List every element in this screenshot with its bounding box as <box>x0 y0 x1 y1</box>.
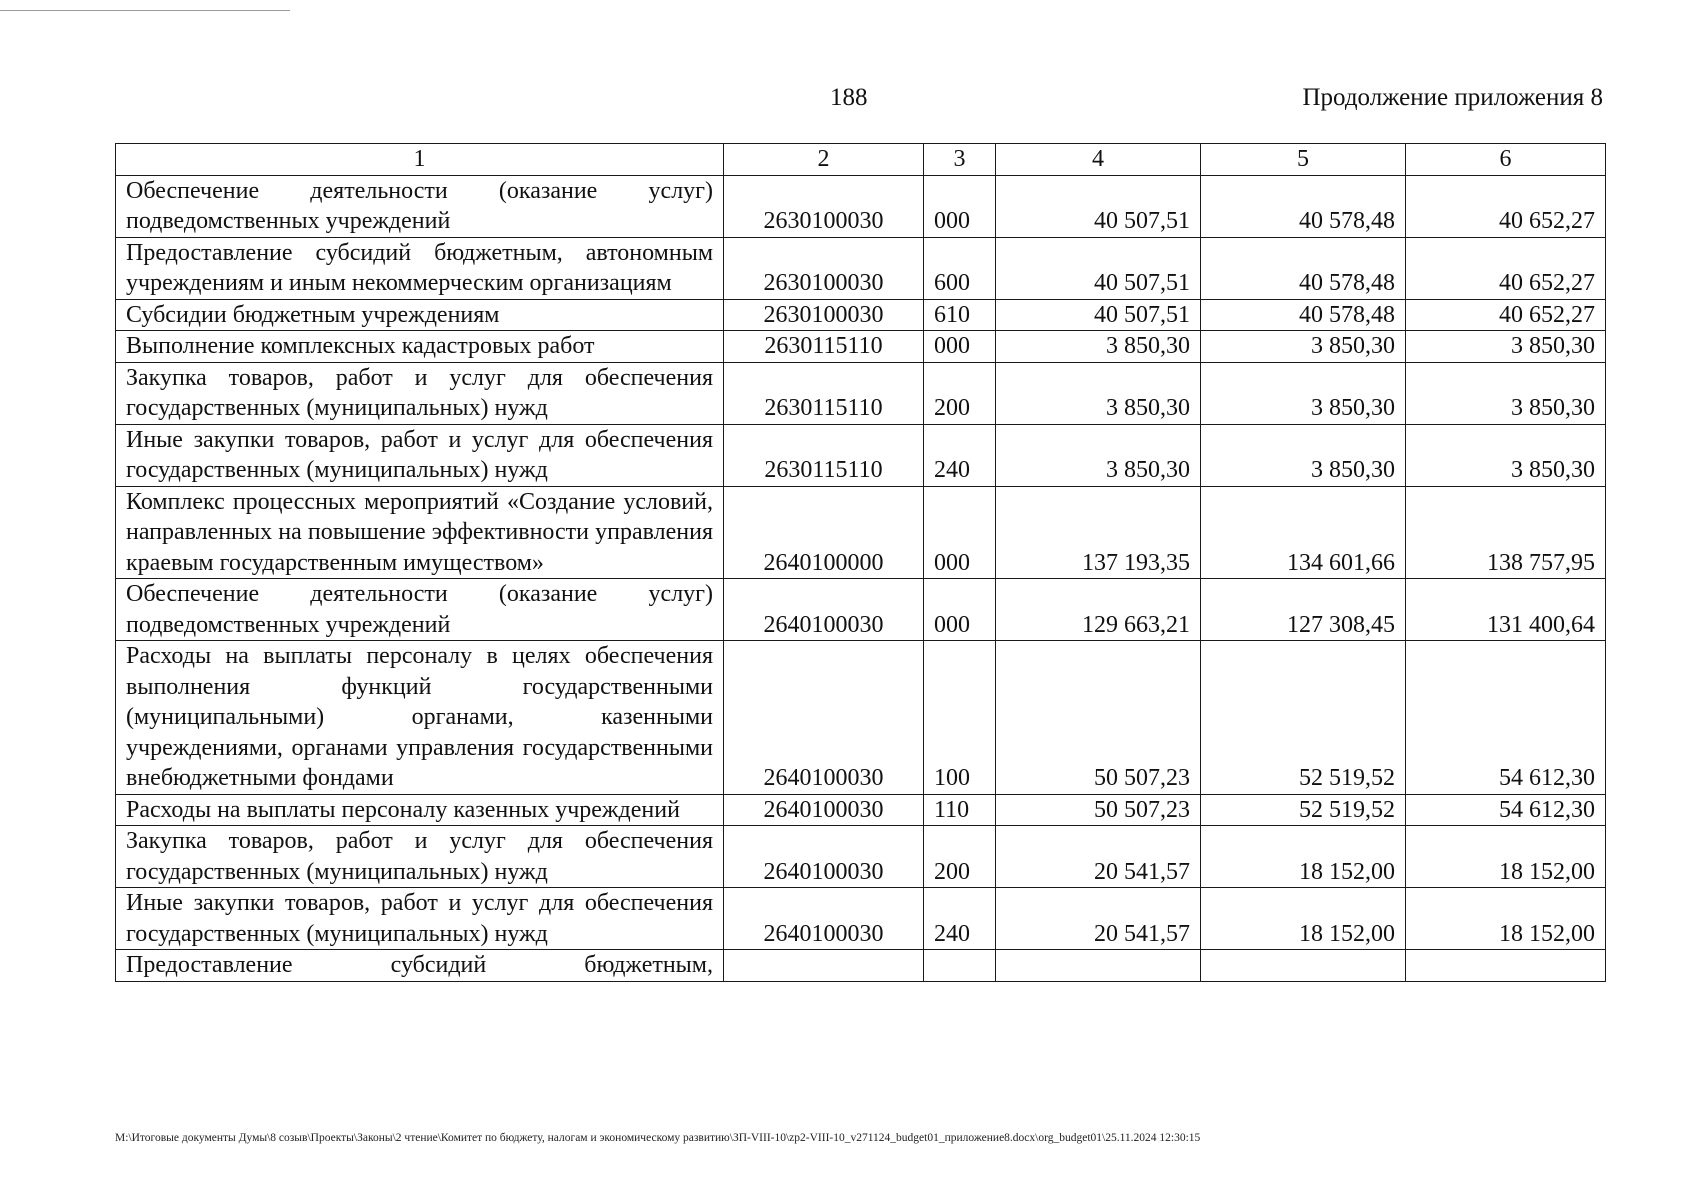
target-code-cell: 2640100030 <box>724 579 924 641</box>
amount-cell: 3 850,30 <box>1406 331 1606 363</box>
target-code-cell: 2630115110 <box>724 331 924 363</box>
item-name-cell: Закупка товаров, работ и услуг для обеспечения государственных (муниципальных) нужд <box>116 826 724 888</box>
item-name-cell: Закупка товаров, работ и услуг для обеспечения государственных (муниципальных) нужд <box>116 362 724 424</box>
expense-type-cell: 600 <box>924 237 996 299</box>
amount-cell: 52 519,52 <box>1201 794 1406 826</box>
expense-type-cell: 200 <box>924 826 996 888</box>
amount-cell: 40 578,48 <box>1201 175 1406 237</box>
table-row <box>116 950 1606 982</box>
expense-type-cell: 000 <box>924 175 996 237</box>
amount-cell: 40 507,51 <box>996 237 1201 299</box>
budget-table <box>115 143 1606 982</box>
target-code-cell: 2630100030 <box>724 299 924 331</box>
column-header: 5 <box>1201 144 1406 176</box>
item-name-cell: Иные закупки товаров, работ и услуг для обеспечения государственных (муниципальных) нужд <box>116 888 724 950</box>
amount-cell: 137 193,35 <box>996 486 1201 579</box>
item-name-cell: Расходы на выплаты персоналу казенных учреждений <box>116 794 724 826</box>
column-header: 4 <box>996 144 1201 176</box>
expense-type-cell: 000 <box>924 579 996 641</box>
amount-cell: 40 507,51 <box>996 299 1201 331</box>
amount-cell: 134 601,66 <box>1201 486 1406 579</box>
amount-cell <box>1201 950 1406 982</box>
column-header: 6 <box>1406 144 1606 176</box>
amount-cell: 54 612,30 <box>1406 641 1606 795</box>
item-name-cell: Предоставление субсидий бюджетным, автономным учреждениям и иным некоммерческим организациям <box>116 237 724 299</box>
table-row <box>116 331 1606 363</box>
amount-cell: 3 850,30 <box>996 331 1201 363</box>
amount-cell: 40 578,48 <box>1201 299 1406 331</box>
column-header: 3 <box>924 144 996 176</box>
table-row <box>116 826 1606 888</box>
amount-cell: 50 507,23 <box>996 794 1201 826</box>
item-name-cell: Обеспечение деятельности (оказание услуг) подведомственных учреждений <box>116 175 724 237</box>
expense-type-cell <box>924 950 996 982</box>
table-row <box>116 175 1606 237</box>
item-name-cell: Субсидии бюджетным учреждениям <box>116 299 724 331</box>
expense-type-cell: 240 <box>924 424 996 486</box>
table-row <box>116 299 1606 331</box>
amount-cell: 131 400,64 <box>1406 579 1606 641</box>
footer-file-path: M:\Итоговые документы Думы\8 созыв\Проекты\Законы\2 чтение\Комитет по бюджету, налогам и экономическому развитию\ЗП-VIII-10\zp2-VIII-10_v271124_budget01_приложение8.docx\org_budget01\25.11.2024 12:30:15 <box>115 1132 1201 1144</box>
amount-cell: 20 541,57 <box>996 888 1201 950</box>
amount-cell: 3 850,30 <box>1201 424 1406 486</box>
amount-cell <box>996 950 1201 982</box>
expense-type-cell: 110 <box>924 794 996 826</box>
table-row <box>116 362 1606 424</box>
table-row <box>116 424 1606 486</box>
amount-cell: 40 578,48 <box>1201 237 1406 299</box>
amount-cell: 3 850,30 <box>996 424 1201 486</box>
target-code-cell: 2640100000 <box>724 486 924 579</box>
table-row <box>116 888 1606 950</box>
expense-type-cell: 610 <box>924 299 996 331</box>
target-code-cell: 2630115110 <box>724 424 924 486</box>
amount-cell: 40 652,27 <box>1406 299 1606 331</box>
table-row <box>116 641 1606 795</box>
item-name-cell: Расходы на выплаты персоналу в целях обеспечения выполнения функций государственными (муниципальными) органами, казенными учреждениями, органами управления государственными внебюджетными фондами <box>116 641 724 795</box>
amount-cell: 138 757,95 <box>1406 486 1606 579</box>
table-row <box>116 794 1606 826</box>
amount-cell: 40 652,27 <box>1406 237 1606 299</box>
continuation-caption: Продолжение приложения 8 <box>1302 84 1603 111</box>
amount-cell: 127 308,45 <box>1201 579 1406 641</box>
amount-cell: 18 152,00 <box>1201 826 1406 888</box>
item-name-cell: Предоставление субсидий бюджетным, <box>116 950 724 982</box>
amount-cell: 20 541,57 <box>996 826 1201 888</box>
amount-cell: 3 850,30 <box>1406 362 1606 424</box>
target-code-cell: 2640100030 <box>724 794 924 826</box>
amount-cell: 40 507,51 <box>996 175 1201 237</box>
target-code-cell <box>724 950 924 982</box>
item-name-cell: Обеспечение деятельности (оказание услуг) подведомственных учреждений <box>116 579 724 641</box>
amount-cell: 129 663,21 <box>996 579 1201 641</box>
amount-cell: 18 152,00 <box>1201 888 1406 950</box>
target-code-cell: 2640100030 <box>724 826 924 888</box>
table-header-row <box>116 144 1606 176</box>
amount-cell: 52 519,52 <box>1201 641 1406 795</box>
scan-artifact-line <box>0 10 290 11</box>
amount-cell <box>1406 950 1606 982</box>
item-name-cell: Выполнение комплексных кадастровых работ <box>116 331 724 363</box>
amount-cell: 50 507,23 <box>996 641 1201 795</box>
amount-cell: 3 850,30 <box>996 362 1201 424</box>
table-row <box>116 486 1606 579</box>
expense-type-cell: 240 <box>924 888 996 950</box>
amount-cell: 3 850,30 <box>1406 424 1606 486</box>
amount-cell: 18 152,00 <box>1406 888 1606 950</box>
target-code-cell: 2640100030 <box>724 641 924 795</box>
amount-cell: 54 612,30 <box>1406 794 1606 826</box>
target-code-cell: 2630100030 <box>724 237 924 299</box>
table-row <box>116 237 1606 299</box>
item-name-cell: Иные закупки товаров, работ и услуг для обеспечения государственных (муниципальных) нужд <box>116 424 724 486</box>
expense-type-cell: 200 <box>924 362 996 424</box>
expense-type-cell: 000 <box>924 331 996 363</box>
target-code-cell: 2640100030 <box>724 888 924 950</box>
table-row <box>116 579 1606 641</box>
amount-cell: 3 850,30 <box>1201 362 1406 424</box>
page-number: 188 <box>830 84 868 111</box>
amount-cell: 3 850,30 <box>1201 331 1406 363</box>
item-name-cell: Комплекс процессных мероприятий «Создание условий, направленных на повышение эффективности управления краевым государственным имуществом» <box>116 486 724 579</box>
target-code-cell: 2630100030 <box>724 175 924 237</box>
column-header: 1 <box>116 144 724 176</box>
column-header: 2 <box>724 144 924 176</box>
amount-cell: 40 652,27 <box>1406 175 1606 237</box>
expense-type-cell: 000 <box>924 486 996 579</box>
expense-type-cell: 100 <box>924 641 996 795</box>
amount-cell: 18 152,00 <box>1406 826 1606 888</box>
target-code-cell: 2630115110 <box>724 362 924 424</box>
